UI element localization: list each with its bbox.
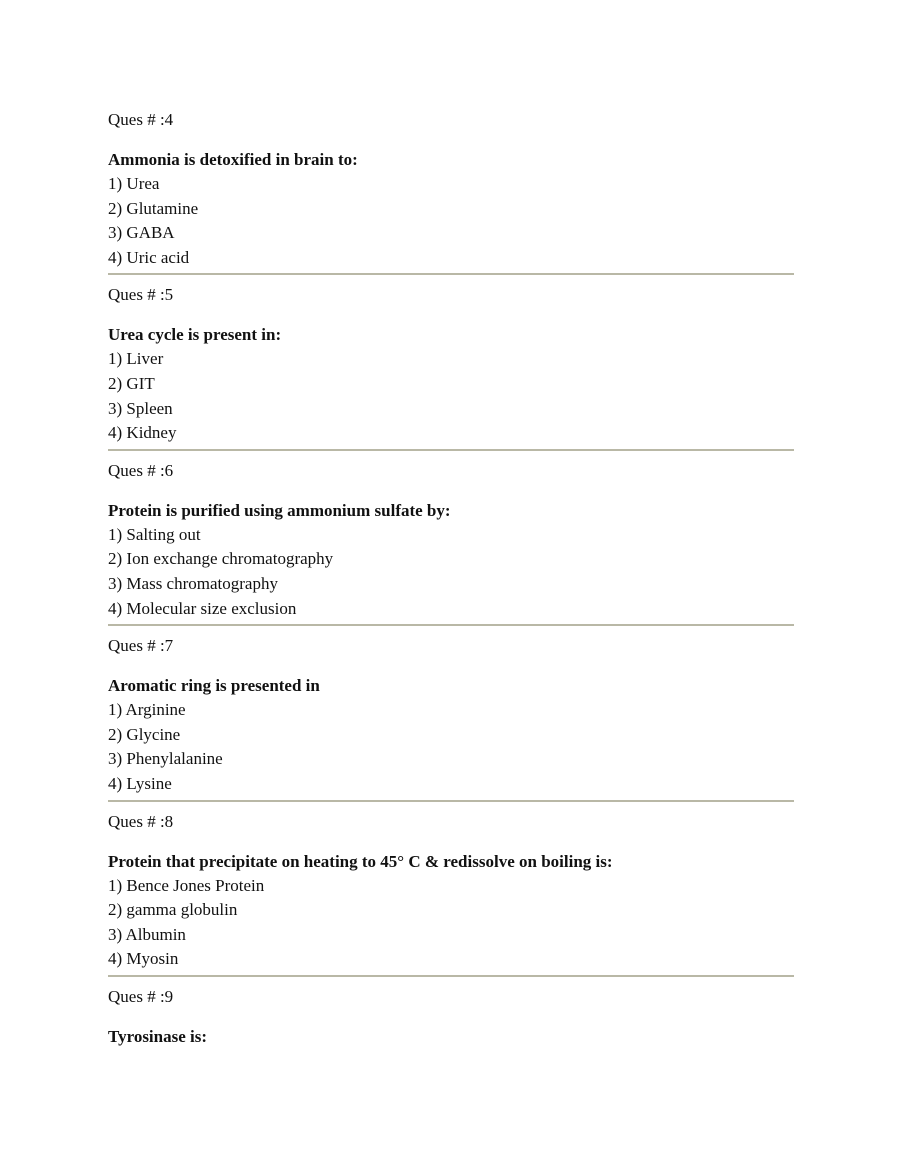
question-text: Urea cycle is present in:	[108, 325, 282, 345]
question-block-9	[108, 983, 794, 1049]
question-text: Aromatic ring is presented in	[108, 676, 320, 696]
answer-option: 2) gamma globulin	[108, 900, 238, 920]
question-block-6	[108, 457, 794, 626]
question-number: Ques # :6	[108, 460, 174, 480]
answer-option: 4) Kidney	[108, 423, 177, 443]
answer-option: 4) Molecular size exclusion	[108, 598, 297, 618]
answer-option: 1) Arginine	[108, 700, 186, 720]
question-text: Protein that precipitate on heating to 45° C & redissolve on boiling is:	[108, 851, 613, 871]
answer-option: 1) Bence Jones Protein	[108, 875, 265, 895]
answer-option: 1) Urea	[108, 174, 160, 193]
question-block-4	[108, 106, 794, 275]
question-divider	[108, 449, 794, 451]
question-text: Tyrosinase is:	[108, 1026, 208, 1046]
answer-option: 3) GABA	[108, 223, 175, 243]
question-number: Ques # :4	[108, 110, 174, 129]
question-divider	[108, 273, 794, 275]
answer-option: 3) Spleen	[108, 398, 173, 418]
question-divider	[108, 800, 794, 802]
answer-option: 2) GIT	[108, 373, 155, 393]
answer-option: 2) Glutamine	[108, 198, 199, 218]
answer-option: 1) Liver	[108, 349, 164, 369]
question-block-5	[108, 281, 794, 450]
answer-option: 2) Ion exchange chromatography	[108, 549, 334, 569]
question-number: Ques # :9	[108, 986, 174, 1006]
answer-option: 4) Myosin	[108, 949, 179, 969]
question-text: Ammonia is detoxified in brain to:	[108, 150, 358, 169]
answer-option: 4) Lysine	[108, 773, 172, 793]
question-divider	[108, 624, 794, 626]
question-number: Ques # :8	[108, 811, 174, 831]
question-number: Ques # :5	[108, 285, 174, 305]
question-block-7	[108, 632, 794, 801]
answer-option: 3) Mass chromatography	[108, 573, 278, 593]
answer-option: 4) Uric acid	[108, 247, 190, 267]
answer-option: 2) Glycine	[108, 724, 181, 744]
question-block-8	[108, 808, 794, 977]
answer-option: 3) Albumin	[108, 924, 186, 944]
question-text: Protein is purified using ammonium sulfate by:	[108, 500, 451, 520]
question-divider	[108, 975, 794, 977]
question-number: Ques # :7	[108, 636, 174, 656]
answer-option: 1) Salting out	[108, 524, 201, 544]
answer-option: 3) Phenylalanine	[108, 749, 223, 769]
document-page	[108, 106, 794, 1049]
